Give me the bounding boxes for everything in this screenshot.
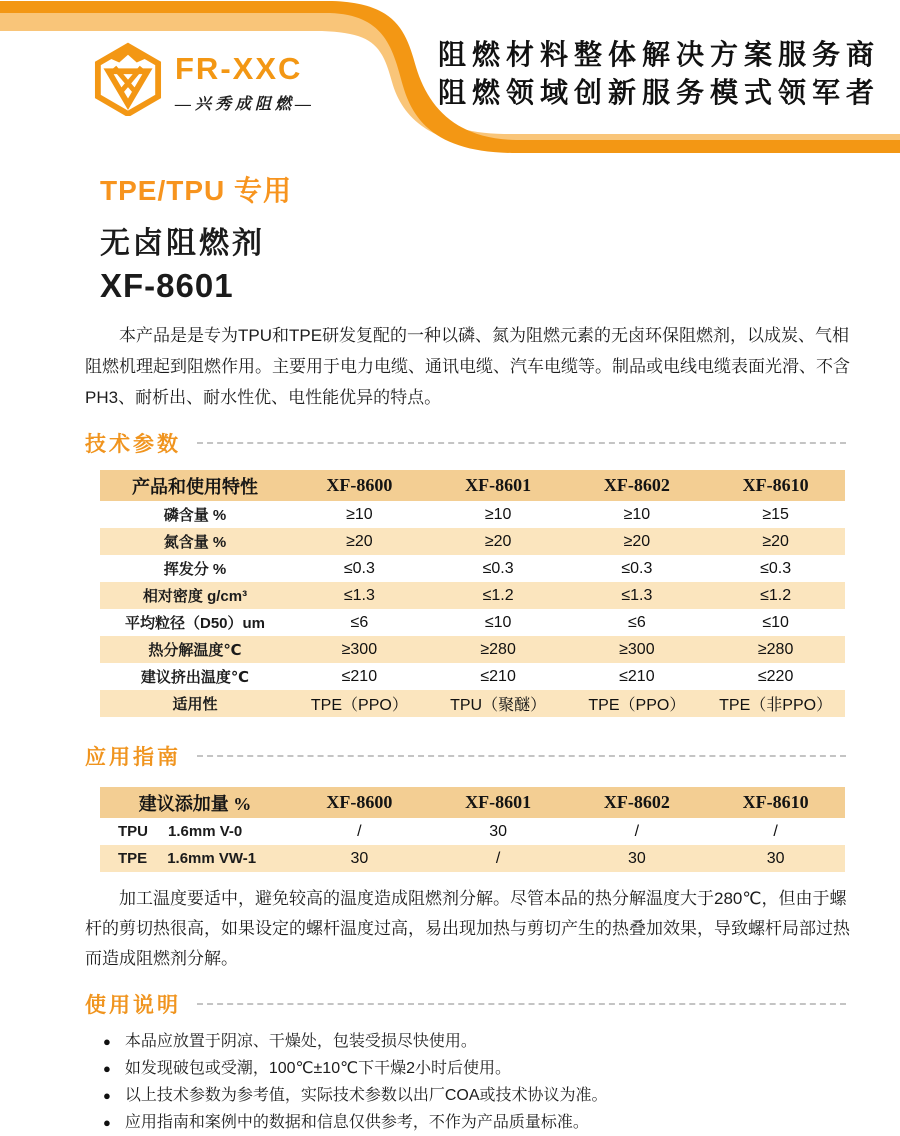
table-cell: ≥20: [346, 532, 373, 550]
table-cell: ≤6: [628, 613, 646, 631]
table-row: [100, 818, 845, 845]
product-model-title: XF-8601: [100, 267, 234, 304]
table-cell: TPE（非PPO）: [719, 697, 833, 714]
brand-tagline: —兴秀成阻燃—: [175, 96, 316, 113]
table-cell: ≥10: [484, 505, 512, 523]
table-cell: 热分解温度℃: [148, 642, 242, 659]
section-title: 应用指南: [85, 745, 181, 769]
table-row: [100, 501, 845, 528]
table-cell: ≤1.3: [621, 586, 653, 604]
bullet-dot-icon: ●: [103, 1088, 111, 1103]
table-cell: ≥280: [480, 640, 516, 658]
section-application-guide: [85, 741, 850, 771]
slogan-line-2: 阻燃领域创新服务模式领军者: [437, 77, 880, 108]
slogan-line-1: 阻燃材料整体解决方案服务商: [437, 39, 880, 70]
material-label: TPU: [118, 823, 148, 840]
table-cell: 挥发分 %: [163, 561, 227, 578]
table-header-cell: 产品和使用特性: [132, 476, 258, 497]
processing-note-paragraph: 加工温度要适中，避免较高的温度造成阻燃剂分解。尽管本品的热分解温度大于280℃，但由于螺杆的剪切热很高，如果设定的螺杆温度过高，易出现加热与剪切产生的热叠加效果，导致螺杆局部过热而造成阻燃剂分解。: [85, 889, 850, 968]
material-label: TPE: [118, 850, 148, 867]
dashed-divider: [197, 755, 846, 757]
table-cell: [100, 823, 290, 840]
bullet-dot-icon: ●: [103, 1061, 111, 1076]
table-row: [100, 663, 845, 690]
usage-list: [103, 1028, 850, 1136]
table-cell: 30: [489, 822, 508, 840]
brand-emblem-icon: [94, 42, 162, 116]
table-header-row: [100, 470, 845, 501]
table-cell: 建议挤出温度℃: [140, 669, 250, 686]
table-cell: 30: [350, 849, 369, 867]
table-row: [100, 555, 845, 582]
bullet-dot-icon: ●: [103, 1034, 111, 1049]
table-header-cell: XF-8610: [742, 792, 809, 812]
table-cell: 相对密度 g/cm³: [142, 588, 248, 605]
table-cell: 磷含量 %: [163, 507, 227, 524]
table-cell: [100, 850, 290, 867]
table-header-cell: XF-8600: [326, 475, 393, 495]
list-item: [103, 1082, 850, 1109]
dashed-divider: [197, 1003, 846, 1005]
table-header-cell: 建议添加量 %: [138, 793, 252, 814]
table-cell: TPE（PPO）: [588, 697, 686, 714]
table-row: [100, 609, 845, 636]
table-cell: ≥300: [619, 640, 655, 658]
tech-table: [100, 470, 845, 717]
spec-label: 1.6mm V-0: [168, 823, 243, 840]
brand-logo: [94, 42, 315, 116]
table-row: [100, 690, 845, 717]
table-cell: ≥15: [762, 505, 789, 523]
product-tag: TPE/TPU 专用: [100, 175, 293, 206]
table-cell: ≥20: [484, 532, 512, 550]
table-cell: ≥300: [341, 640, 378, 658]
table-cell: ≥10: [623, 505, 651, 523]
list-item: [103, 1055, 850, 1082]
table-row: [100, 636, 845, 663]
table-cell: ≥20: [762, 532, 789, 550]
table-header-cell: XF-8600: [326, 792, 393, 812]
table-cell: ≤1.2: [760, 586, 792, 604]
table-header-cell: XF-8601: [465, 792, 532, 812]
list-item: [103, 1028, 850, 1055]
table-cell: TPE（PPO）: [310, 697, 408, 714]
table-header-cell: XF-8601: [465, 475, 532, 495]
page-header: [0, 0, 900, 160]
table-header-row: [100, 787, 845, 818]
usage-item-text: 应用指南和案例中的数据和信息仅供参考，不作为产品质量标准。: [124, 1114, 589, 1131]
table-header-cell: XF-8602: [603, 792, 670, 812]
table-cell: ≤10: [484, 613, 512, 631]
table-cell: ≤210: [480, 667, 516, 685]
brand-name: FR-XXC: [175, 51, 303, 86]
list-item: [103, 1109, 850, 1136]
table-header-cell: XF-8602: [603, 475, 670, 495]
table-cell: ≤210: [341, 667, 378, 685]
table-cell: 氮含量 %: [163, 534, 227, 551]
header-slogan: [438, 36, 880, 112]
table-cell: ≤1.3: [343, 586, 375, 604]
table-cell: /: [357, 822, 362, 840]
usage-item-text: 本品应放置于阴凉、干燥处，包装受损尽快使用。: [124, 1033, 477, 1050]
usage-item-text: 以上技术参数为参考值，实际技术参数以出厂COA或技术协议为准。: [124, 1087, 608, 1104]
table-cell: ≤0.3: [343, 559, 375, 577]
table-cell: ≤10: [762, 613, 789, 631]
section-title: 使用说明: [85, 993, 181, 1017]
table-cell: /: [634, 822, 640, 840]
table-cell: 30: [766, 849, 785, 867]
table-cell: ≤0.3: [760, 559, 792, 577]
product-intro-paragraph: 本产品是是专为TPU和TPE研发复配的一种以磷、氮为阻燃元素的无卤环保阻燃剂，以成炭、气相阻燃机理起到阻燃作用。主要用于电力电缆、通讯电缆、汽车电缆等。制品或电线电缆表面光滑、不含PH3、耐析出、耐水性优、电性能优异的特点。: [85, 326, 850, 407]
table-row: [100, 845, 845, 872]
table-cell: ≤6: [350, 613, 369, 631]
usage-item-text: 如发现破包或受潮，100℃±10℃下干燥2小时后使用。: [124, 1060, 511, 1077]
table-cell: 30: [627, 849, 646, 867]
bullet-dot-icon: ●: [103, 1115, 111, 1130]
table-cell: ≥10: [346, 505, 373, 523]
table-cell: 适用性: [172, 696, 218, 713]
table-cell: /: [495, 849, 501, 867]
table-cell: ≤0.3: [621, 559, 653, 577]
product-category-title: 无卤阻燃剂: [100, 227, 265, 260]
page-content: [0, 169, 900, 1136]
application-table: [100, 787, 845, 872]
table-cell: TPU（聚醚）: [450, 697, 547, 714]
dashed-divider: [197, 442, 846, 444]
section-tech-params: [85, 428, 850, 458]
table-cell: ≤0.3: [482, 559, 514, 577]
table-cell: ≤1.2: [482, 586, 514, 604]
table-cell: ≤220: [757, 667, 794, 685]
spec-label: 1.6mm VW-1: [167, 850, 257, 867]
section-usage-instructions: [85, 989, 850, 1019]
table-cell: ≥20: [623, 532, 651, 550]
table-row: [100, 528, 845, 555]
table-cell: ≥280: [757, 640, 794, 658]
table-header-cell: XF-8610: [742, 475, 809, 495]
section-title: 技术参数: [85, 432, 181, 456]
table-cell: /: [773, 822, 778, 840]
table-row: [100, 582, 845, 609]
table-cell: ≤210: [619, 667, 655, 685]
table-cell: 平均粒径（D50）um: [124, 615, 266, 632]
